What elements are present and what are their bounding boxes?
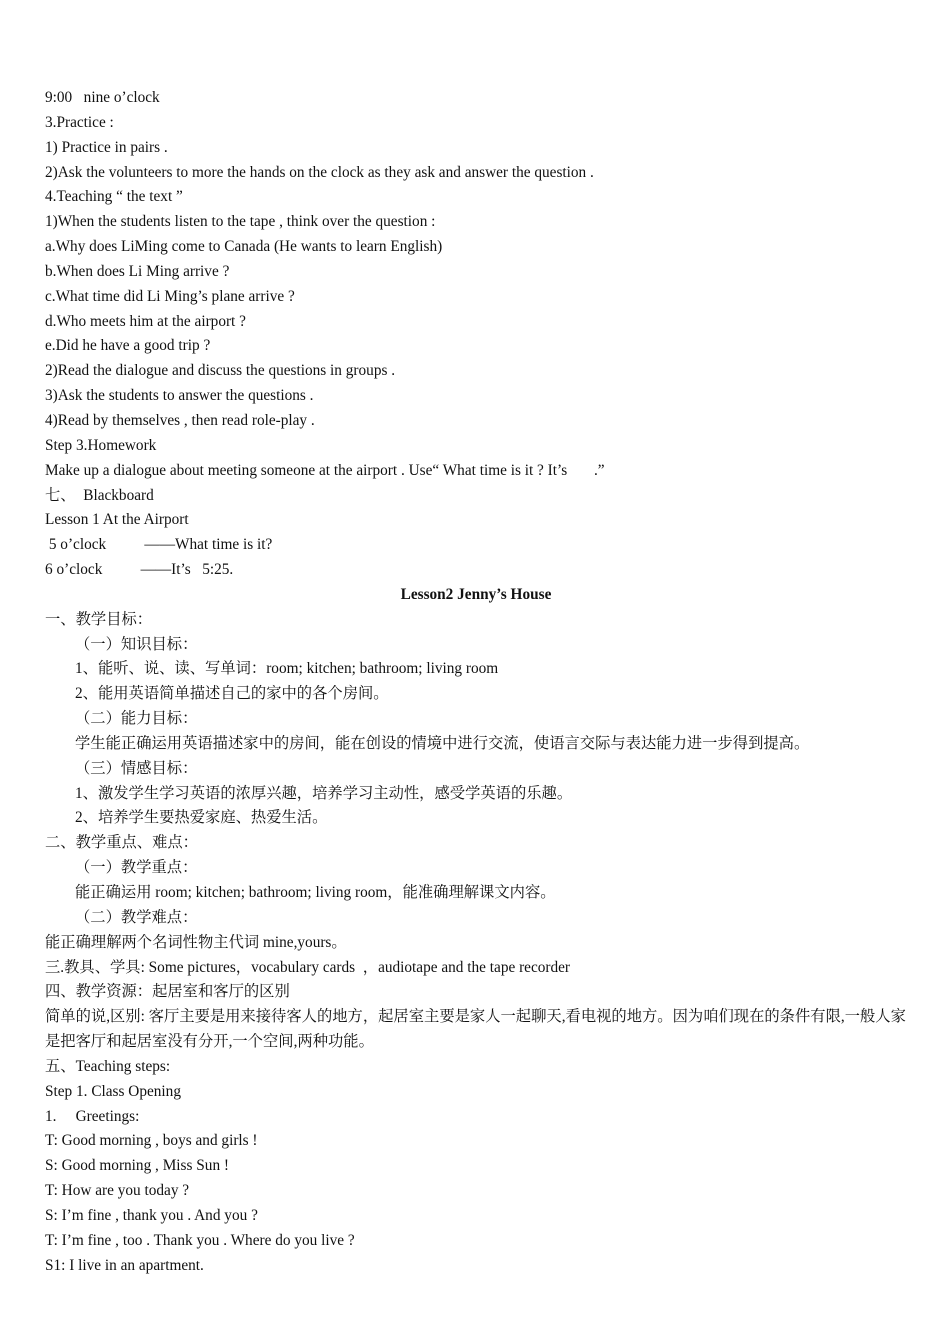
- text-line: 1) Practice in pairs .: [45, 138, 168, 156]
- subsection-heading: （一）教学重点：: [75, 859, 198, 877]
- question-line: d.Who meets him at the airport ?: [45, 312, 246, 330]
- text-line: 2、能用英语简单描述自己的家中的各个房间。: [75, 685, 389, 703]
- text-line: 2)Read the dialogue and discuss the questions in groups .: [45, 362, 396, 380]
- section-heading: 七、 Blackboard: [45, 486, 154, 504]
- text-line: 2、培养学生要热爱家庭、热爱生活。: [75, 809, 328, 827]
- text-line: 能正确运用 room; kitchen; bathroom; living room，能准确理解课文内容。: [75, 884, 556, 901]
- text-line: Lesson 1 At the Airport: [45, 511, 189, 529]
- section-heading: 三.教具、学具: Some pictures，vocabulary cards ，audiotape and the tape recorder: [45, 958, 571, 976]
- text-line: 2)Ask the volunteers to more the hands on the clock as they ask and answer the question .: [45, 163, 594, 181]
- question-line: c.What time did Li Ming’s plane arrive ?: [45, 287, 295, 305]
- dialogue-line: T: Good morning , boys and girls !: [45, 1132, 258, 1150]
- subsection-heading: （一）知识目标：: [75, 635, 198, 653]
- section-heading: 一、教学目标：: [45, 610, 153, 628]
- text-line: 能正确理解两个名词性物主代词 mine,yours。: [45, 933, 347, 951]
- text-line: 学生能正确运用英语描述家中的房间，能在创设的情境中进行交流，使语言交际与表达能力进一步得到提高。: [75, 734, 810, 752]
- text-line: 3)Ask the students to answer the questions .: [45, 387, 314, 405]
- dialogue-line: S: Good morning , Miss Sun !: [45, 1157, 230, 1175]
- subsection-heading: （三）情感目标：: [75, 759, 198, 777]
- section-heading: 四、教学资源：起居室和客厅的区别: [45, 983, 290, 1001]
- text-line: 5 o’clock ——What time is it?: [45, 536, 273, 554]
- lesson-title: Lesson2 Jenny’s House: [400, 585, 552, 603]
- text-line: 1. Greetings:: [45, 1107, 140, 1125]
- text-line: 9:00 nine o’clock: [45, 89, 160, 106]
- text-line: 6 o’clock ——It’s 5:25.: [45, 561, 234, 579]
- question-line: a.Why does LiMing come to Canada (He wants to learn English): [45, 238, 443, 256]
- subsection-heading: （二）教学难点：: [75, 908, 198, 926]
- paragraph: 简单的说,区别: 客厅主要是用来接待客人的地方，起居室主要是家人一起聊天,看电视的地方。因为咱们现在的条件有限,一般人家是把客厅和起居室没有分开,一个空间,两种功能。: [45, 1008, 906, 1051]
- dialogue-line: T: How are you today ?: [45, 1182, 190, 1200]
- dialogue-line: S1: I live in an apartment.: [45, 1256, 204, 1274]
- dialogue-line: T: I’m fine , too . Thank you . Where do you live ?: [45, 1231, 355, 1249]
- subsection-heading: （二）能力目标：: [75, 710, 198, 728]
- question-line: e.Did he have a good trip ?: [45, 337, 211, 355]
- text-line: 1、能听、说、读、写单词：room; kitchen; bathroom; living room: [75, 660, 499, 678]
- section-heading: 3.Practice :: [45, 113, 114, 131]
- document-page: [45, 86, 907, 1279]
- section-heading: 4.Teaching “ the text ”: [45, 188, 183, 206]
- section-heading: 五、Teaching steps:: [45, 1057, 171, 1075]
- section-heading: 二、教学重点、难点：: [45, 834, 198, 852]
- text-line: 4)Read by themselves , then read role-play .: [45, 411, 315, 429]
- text-line: 1、激发学生学习英语的浓厚兴趣，培养学习主动性，感受学英语的乐趣。: [75, 784, 573, 802]
- section-heading: Step 1. Class Opening: [45, 1082, 181, 1100]
- text-line: Make up a dialogue about meeting someone at the airport . Use“ What time is it ? It’s .”: [45, 461, 605, 479]
- section-heading: Step 3.Homework: [45, 436, 157, 454]
- dialogue-line: S: I’m fine , thank you . And you ?: [45, 1206, 258, 1224]
- question-line: b.When does Li Ming arrive ?: [45, 262, 230, 280]
- text-line: 1)When the students listen to the tape , think over the question :: [45, 213, 436, 231]
